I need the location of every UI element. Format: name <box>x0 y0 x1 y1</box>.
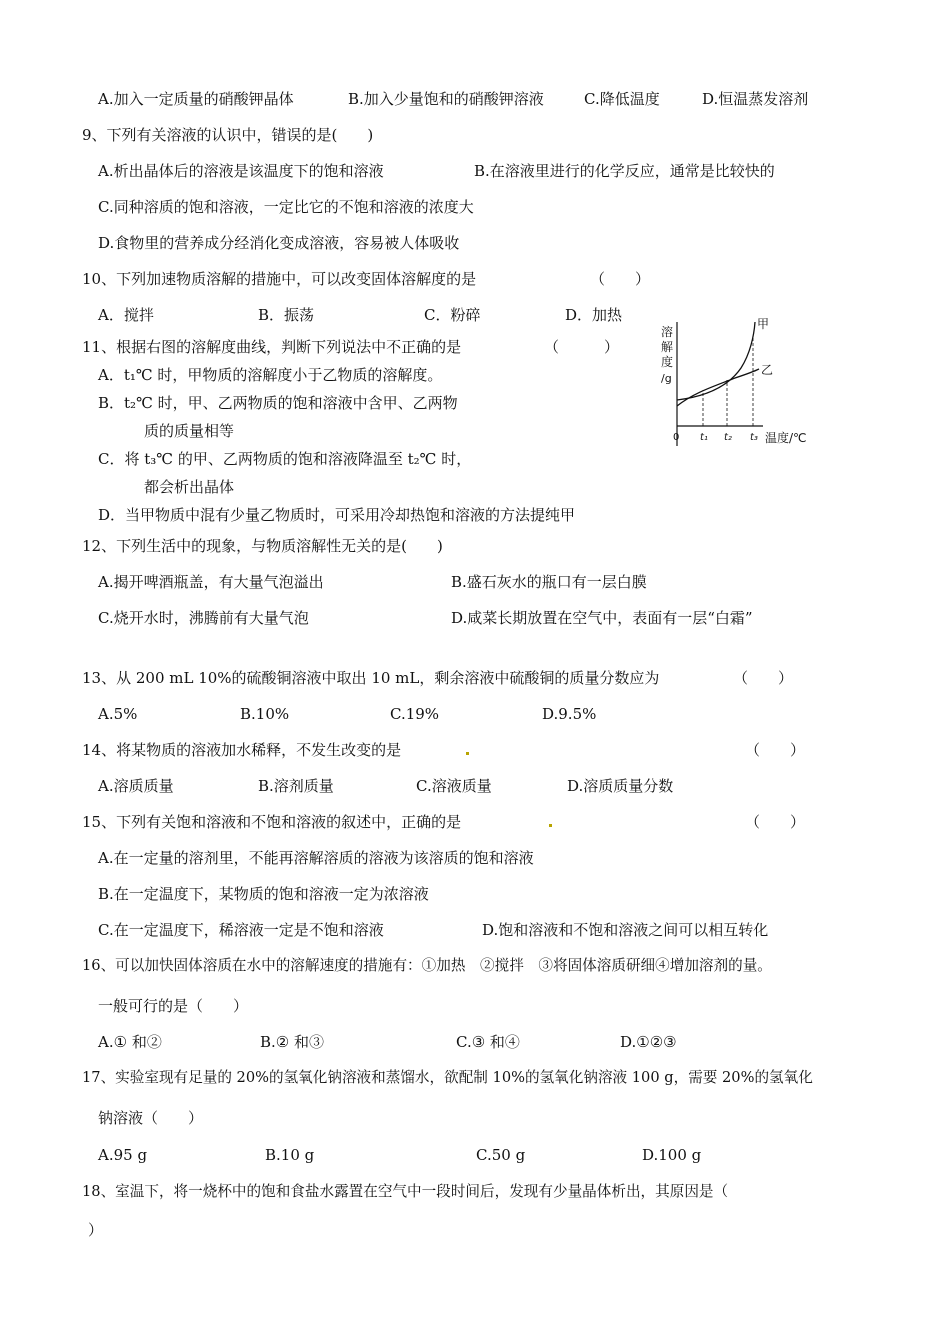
q10-option-c: C．粉碎 <box>424 306 481 324</box>
q10-option-b: B．振荡 <box>258 306 315 324</box>
curve-jia-label: 甲 <box>757 317 770 331</box>
q9-stem: 9、下列有关溶液的认识中，错误的是( ) <box>82 126 374 144</box>
tick-t1: t₁ <box>700 432 708 443</box>
q13-answer-bracket: （ ） <box>733 669 794 687</box>
stray-mark <box>466 752 469 755</box>
y-axis-label-3: 度 <box>661 355 674 369</box>
q11-option-d: D．当甲物质中混有少量乙物质时，可采用冷却热饱和溶液的方法提纯甲 <box>98 506 576 524</box>
q15-stem: 15、下列有关饱和溶液和不饱和溶液的叙述中，正确的是 <box>82 813 462 831</box>
q10-option-d: D．加热 <box>565 306 623 324</box>
q18-stem: 18、室温下，将一烧杯中的饱和食盐水露置在空气中一段时间后，发现有少量晶体析出，其原因是（ <box>82 1183 729 1200</box>
x-axis-label: 温度/℃ <box>765 431 807 445</box>
q10-stem: 10、下列加速物质溶解的措施中，可以改变固体溶解度的是 <box>82 270 477 288</box>
q14-stem: 14、将某物质的溶液加水稀释，不发生改变的是 <box>82 741 402 759</box>
q10-answer-bracket: （ ） <box>590 270 651 288</box>
q8-option-d: D.恒温蒸发溶剂 <box>702 90 809 108</box>
origin-label: 0 <box>673 432 680 443</box>
y-axis-label-1: 溶 <box>661 325 674 339</box>
q8-option-a: A.加入一定质量的硝酸钾晶体 <box>98 90 294 108</box>
q14-answer-bracket: （ ） <box>745 741 806 759</box>
q15-option-c: C.在一定温度下，稀溶液一定是不饱和溶液 <box>98 921 384 939</box>
q11-option-b: B．t₂℃ 时，甲、乙两物质的饱和溶液中含甲、乙两物 <box>98 394 458 412</box>
q12-option-a: A.揭开啤酒瓶盖，有大量气泡溢出 <box>98 573 324 591</box>
q13-option-b: B.10% <box>240 705 290 723</box>
q11-option-a: A．t₁℃ 时，甲物质的溶解度小于乙物质的溶解度。 <box>98 366 443 384</box>
q9-option-d: D.食物里的营养成分经消化变成溶液，容易被人体吸收 <box>98 234 460 252</box>
q17-stem: 17、实验室现有足量的 20%的氢氧化钠溶液和蒸馏水，欲配制 10%的氢氧化钠溶液 100 g，需要 20%的氢氧化 <box>82 1069 813 1086</box>
q9-option-b: B.在溶液里进行的化学反应，通常是比较快的 <box>474 162 775 180</box>
q17-option-d: D.100 g <box>642 1146 702 1164</box>
curve-yi-label: 乙 <box>761 363 774 377</box>
q16-stem-cont: 一般可行的是（ ） <box>98 997 249 1015</box>
q15-option-d: D.饱和溶液和不饱和溶液之间可以相互转化 <box>482 921 769 939</box>
q17-option-c: C.50 g <box>476 1146 526 1164</box>
q13-stem: 13、从 200 mL 10%的硫酸铜溶液中取出 10 mL，剩余溶液中硫酸铜的质量分数应为 <box>82 669 660 687</box>
q17-stem-cont: 钠溶液（ ） <box>98 1109 204 1127</box>
q12-stem: 12、下列生活中的现象，与物质溶解性无关的是( ) <box>82 537 443 555</box>
q11-stem: 11、根据右图的溶解度曲线，判断下列说法中不正确的是 <box>82 338 462 356</box>
q18-stem-cont: ） <box>88 1221 104 1239</box>
q16-option-a: A.① 和② <box>98 1033 162 1051</box>
q9-option-a: A.析出晶体后的溶液是该温度下的饱和溶液 <box>98 162 384 180</box>
q17-option-a: A.95 g <box>98 1146 148 1164</box>
stray-mark <box>549 824 552 827</box>
tick-t3: t₃ <box>750 432 758 443</box>
q16-option-d: D.①②③ <box>620 1033 677 1051</box>
q9-option-c: C.同种溶质的饱和溶液，一定比它的不饱和溶液的浓度大 <box>98 198 474 216</box>
q14-option-a: A.溶质质量 <box>98 777 174 795</box>
tick-t2: t₂ <box>724 432 732 443</box>
curve-jia <box>677 322 755 400</box>
q17-option-b: B.10 g <box>265 1146 315 1164</box>
q14-option-c: C.溶液质量 <box>416 777 492 795</box>
q11-option-c: C．将 t₃℃ 的甲、乙两物质的饱和溶液降温至 t₂℃ 时， <box>98 450 472 468</box>
q12-option-b: B.盛石灰水的瓶口有一层白膜 <box>451 573 647 591</box>
q14-option-b: B.溶剂质量 <box>258 777 334 795</box>
q11-option-b-cont: 质的质量相等 <box>144 422 235 440</box>
q12-option-d: D.咸菜长期放置在空气中，表面有一层“白霜” <box>451 609 753 627</box>
solubility-curve-figure <box>655 316 835 456</box>
q16-option-b: B.② 和③ <box>260 1033 325 1051</box>
q10-option-a: A．搅拌 <box>98 306 154 324</box>
q11-answer-bracket: （ ） <box>544 338 620 356</box>
q13-option-a: A.5% <box>98 705 138 723</box>
q15-option-a: A.在一定量的溶剂里，不能再溶解溶质的溶液为该溶质的饱和溶液 <box>98 849 534 867</box>
q13-option-c: C.19% <box>390 705 440 723</box>
q16-stem: 16、可以加快固体溶质在水中的溶解速度的措施有：①加热 ②搅拌 ③将固体溶质研细④增加溶剂的量。 <box>82 957 772 974</box>
q11-option-c-cont: 都会析出晶体 <box>144 478 235 496</box>
q15-answer-bracket: （ ） <box>745 813 806 831</box>
q14-option-d: D.溶质质量分数 <box>567 777 674 795</box>
y-axis-label-2: 解 <box>661 340 674 354</box>
q12-option-c: C.烧开水时，沸腾前有大量气泡 <box>98 609 309 627</box>
q8-option-b: B.加入少量饱和的硝酸钾溶液 <box>348 90 544 108</box>
y-axis-label-4: /g <box>661 372 672 385</box>
q16-option-c: C.③ 和④ <box>456 1033 520 1051</box>
q13-option-d: D.9.5% <box>542 705 597 723</box>
q15-option-b: B.在一定温度下，某物质的饱和溶液一定为浓溶液 <box>98 885 429 903</box>
q8-option-c: C.降低温度 <box>584 90 660 108</box>
